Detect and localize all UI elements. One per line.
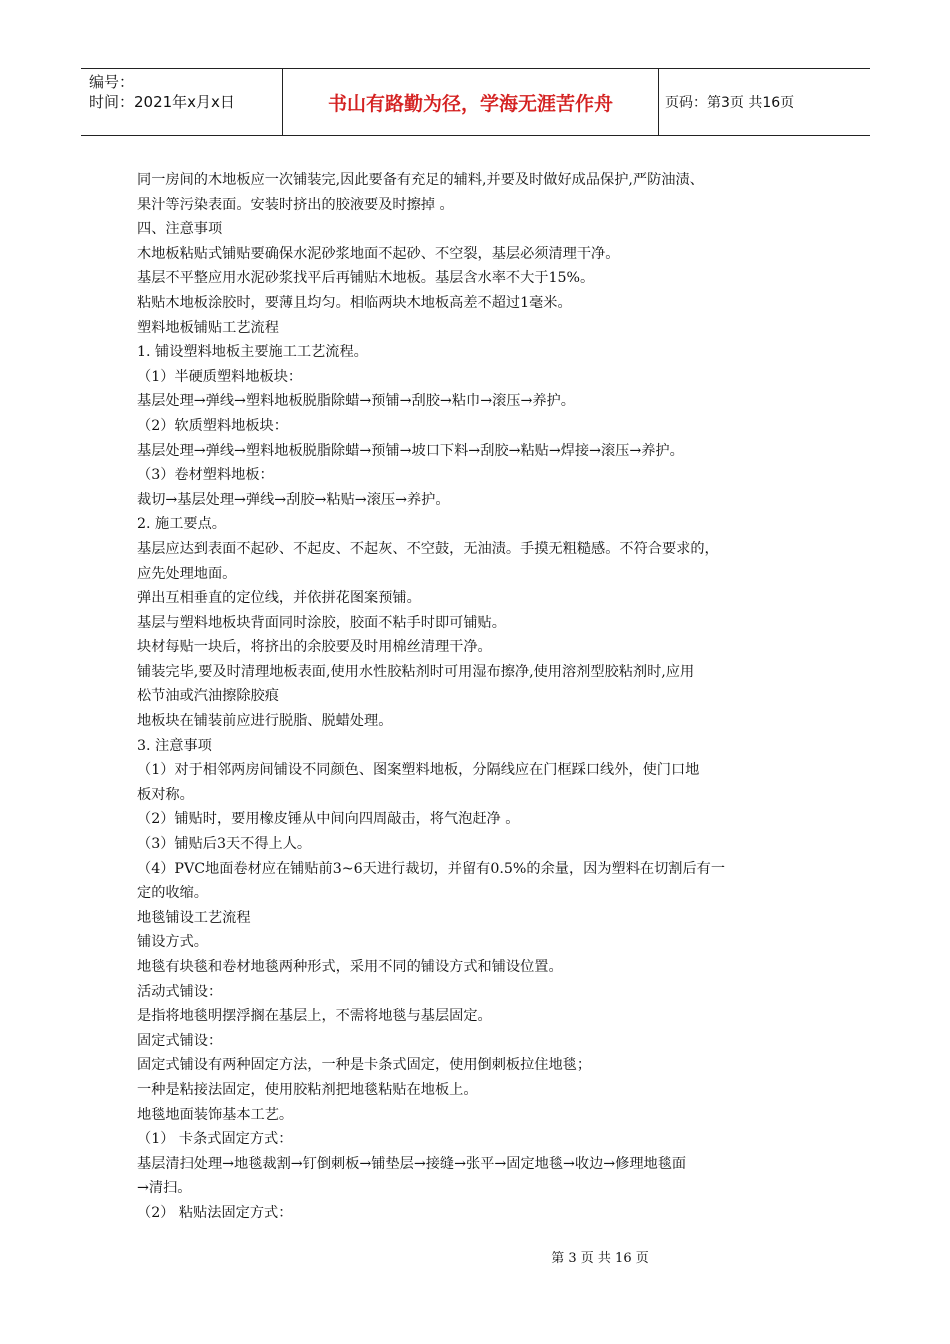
text-line: 基层处理→弹线→塑料地板脱脂除蜡→预铺→坡口下料→刮胶→粘贴→焊接→滚压→养护。: [137, 442, 684, 459]
text-line: 活动式铺设：: [137, 983, 223, 1000]
text-line: 四、注意事项: [137, 221, 223, 238]
text-line: →清扫。: [137, 1180, 192, 1197]
text-line: 固定式铺设：: [137, 1032, 223, 1049]
page-footer: 第 3 页 共 16 页: [551, 1251, 649, 1266]
text-line: 基层不平整应用水泥砂浆找平后再铺贴木地板。基层含水率不大于15%。: [137, 270, 595, 287]
document-body: [137, 168, 827, 1226]
number-label: 编号：: [89, 73, 135, 91]
text-line: 定的收缩。: [137, 885, 208, 902]
text-line: （2）铺贴时，要用橡皮锤从中间向四周敲击，将气泡赶净 。: [137, 811, 520, 828]
text-line: 裁切→基层处理→弹线→刮胶→粘贴→滚压→养护。: [137, 491, 450, 508]
text-line: 一种是粘接法固定，使用胶粘剂把地毯粘贴在地板上。: [137, 1081, 478, 1098]
text-line: （1） 卡条式固定方式：: [137, 1131, 293, 1148]
text-line: 塑料地板铺贴工艺流程: [137, 319, 279, 336]
text-line: 2. 施工要点。: [137, 516, 226, 533]
header-page-info: 页码：第3页 共16页: [665, 95, 795, 111]
text-line: 地毯地面装饰基本工艺。: [137, 1106, 294, 1123]
text-line: 基层处理→弹线→塑料地板脱脂除蜡→预铺→刮胶→粘巾→滚压→养护。: [137, 393, 575, 410]
text-line: 块材每贴一块后，将挤出的余胶要及时用棉丝清理干净。: [137, 639, 492, 656]
text-line: 地毯铺设工艺流程: [137, 909, 251, 926]
text-line: （2） 粘贴法固定方式：: [137, 1204, 293, 1221]
text-line: 同一房间的木地板应一次铺装完,因此要备有充足的辅料,并要及时做好成品保护,严防油渍、: [137, 172, 704, 188]
text-line: 弹出互相垂直的定位线，并依拼花图案预铺。: [137, 590, 421, 607]
time-label: 时间：2021年x月x日: [89, 93, 235, 111]
text-line: 基层与塑料地板块背面同时涂胶，胶面不粘手时即可铺贴。: [137, 614, 506, 631]
text-line: 1. 铺设塑料地板主要施工工艺流程。: [137, 344, 368, 361]
text-line: 果汁等污染表面。安装时挤出的胶液要及时擦掉 。: [137, 196, 454, 213]
header-motto: 书山有路勤为径，学海无涯苦作舟: [283, 69, 659, 135]
text-line: 基层清扫处理→地毯裁割→钉倒刺板→铺垫层→接缝→张平→固定地毯→收边→修理地毯面: [137, 1155, 687, 1172]
text-line: 铺设方式。: [137, 934, 208, 951]
text-line: 固定式铺设有两种固定方法，一种是卡条式固定，使用倒刺板拉住地毯；: [137, 1057, 592, 1074]
text-line: （4）PVC地面卷材应在铺贴前3~6天进行裁切，并留有0.5%的余量，因为塑料在切割后有一: [137, 860, 726, 877]
text-line: 基层应达到表面不起砂、不起皮、不起灰、不空鼓，无油渍。手摸无粗糙感。不符合要求的，: [137, 540, 719, 557]
page-header: [81, 68, 870, 136]
text-line: 粘贴木地板涂胶时，要薄且均匀。相临两块木地板高差不超过1毫米。: [137, 294, 572, 311]
text-line: 松节油或汽油擦除胶痕: [137, 688, 279, 705]
text-line: 3. 注意事项: [137, 737, 212, 754]
text-line: 铺装完毕,要及时清理地板表面,使用水性胶粘剂时可用湿布擦净,使用溶剂型胶粘剂时,应用: [137, 663, 695, 680]
text-line: 木地板粘贴式铺贴要确保水泥砂浆地面不起砂、不空裂，基层必须清理干净。: [137, 245, 620, 262]
text-line: （3）卷材塑料地板：: [137, 467, 274, 484]
text-line: （2）软质塑料地板块：: [137, 417, 288, 434]
text-line: 是指将地毯明摆浮搁在基层上，不需将地毯与基层固定。: [137, 1008, 492, 1025]
text-line: 地毯有块毯和卷材地毯两种形式，采用不同的铺设方式和铺设位置。: [137, 959, 563, 975]
text-line: 板对称。: [137, 786, 194, 803]
text-line: 应先处理地面。: [137, 565, 237, 582]
text-line: （1）对于相邻两房间铺设不同颜色、图案塑料地板，分隔线应在门框踩口线外，使门口地: [137, 762, 700, 779]
text-line: （1）半硬质塑料地板块：: [137, 368, 303, 385]
text-line: 地板块在铺装前应进行脱脂、脱蜡处理。: [137, 713, 393, 730]
text-line: （3）铺贴后3天不得上人。: [137, 836, 312, 853]
header-meta: [81, 69, 283, 135]
